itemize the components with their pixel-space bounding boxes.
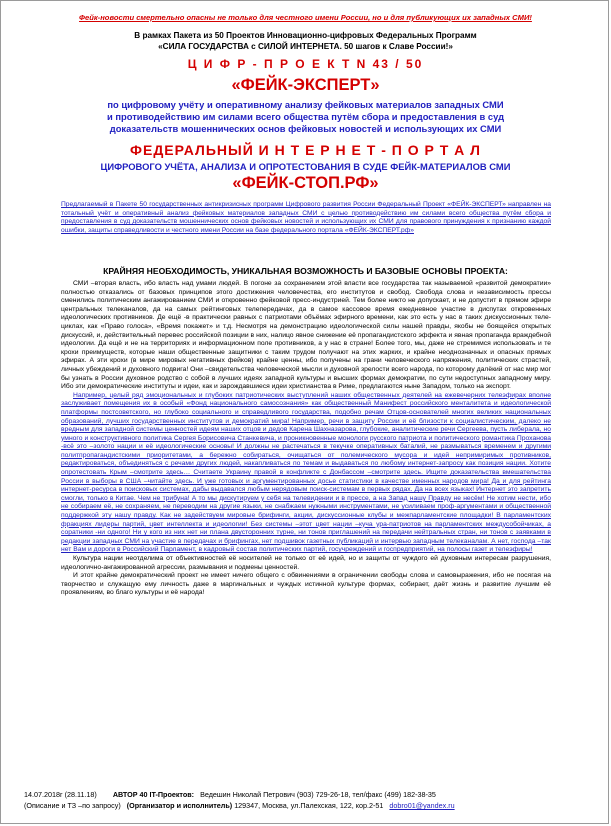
body-paragraph-3: Культура нации неотделима от объективностей её носителей не только от её идей, но и защиты от чуждого ей духовным интересам разрушения, идеологично-ангажированной агрессии, размывания и подмены ценностей. bbox=[61, 555, 551, 571]
body-paragraph-1: СМИ –вторая власть, ибо власть над умами людей. В погоне за сохранением этой власти все государства так называемой «развитой демократии» полностью отказались от базовых принципов этого достижения человечества, его институтов и свобод. Свобода слова и независимость прессы сменились политическим ангажированием СМИ и откровенно фейковой пресс-индустрией. Тем более никто не допускает, и не допустит в прямом эфире центральных телеканалов, да на самых рейтинговых телепередачах, да в самое кассовое время ежедневное участие в диспутах откровенных идеологических противников. Де ещё -в практически равных с патриотами объёмах эфирного времени, как это есть у нас в таких дискуссионных теле-циклах, как «Право голоса», «Время покажет» и т.д. Несмотря на демонстрацию идеологической силы нашей правды, якобы не боящейся открытых дискуссий, и, действительный перевес российской позиции в них, налицо явное снижение её пропагандистского эффекта и явная пропаганда враждебной идеологии. Да ещё и не на территориях и информационном поле противников, а у нас в стране! Более того, мы, даже не стремимся использовать и те крохи преимуществ, которые наши общественные защитники с таким трудом получают на этих жарких, и крайне неоднозначных и опасных прямых эфирах. А эти крохи (в мире мировых негативных фейков) крайне ценны, ибо получены на грани человеческого напряжения, политических страстей, личных убеждений и духовного подвига! Они –свидетельства человеческой мысли и духовной зрелости всего народа, по которому далёкий от нас мир мог бы узнать в России духовное родство с собой в лучших идеях западной культуры и высших формах демократии, по сути недоступных западному миру. Ибо эти демократические институты и идеи, как и зарождавшиеся идеи христианства в Риме, предлагаются ныне Западом, только на экспорт. bbox=[61, 280, 551, 391]
package-line-2: «СИЛА ГОСУДАРСТВА с СИЛОЙ ИНТЕРНЕТА. 50 шагов к Славе России!» bbox=[158, 42, 453, 51]
footer-line-1 bbox=[24, 790, 594, 799]
body-paragraph-2: Например, целый ряд эмоциональных и глубоких патриотических выступлений наших общественных деятелей на ежевечерних телеэфирах вполне заслуживает помещения их в особый «Фонд национального самосознания» как общественный Манифест российского менталитета и идеологической платформы постсоветского, но глубоко социального и справедливого государства, подобно речам Отцов-основателей многих великих национальных образований, лучших государственных институтов и демократий мира! Например, речи в защиту России и её близости к социалистическим, далеко не вредным для западной системы ценностей идеям наших отцов и дедов Карена Шахназарова, глубокие, аналитические речи Сергеева, пусть либерала, но умного и конструктивного политика Сергея Борисовича Станкевича, и проникновенные монологи русского патриота и политического романтика Проханова -всё это –золото нации и её идеологические основы! И должны не растечаться в текучке оперативных баталий, не размываться временем и другими политпропагандистскими приоритетами, а бережно собираться, очищаться от полемического мусора и идей непримиримых противников, редактироваться, объединяться с речами других людей, накапливаться по темам и выдаваться по любому интернет-запросу как позиция нации. Хотите опротестовать Крым –смотрите здесь… Считаете Украину правой в конфликте с Донбассом –смотрите здесь. Ищите доказательства вмешательства России в выборы в США –читайте здесь. И уже готовых и аргументированных досье статистики в качестве именных народов мира! Да и для рейтинга интернет-ресурса в поисковых системах, дабы выдавался любым нерядовым поиск-системам в первых рядах. Да на всех языках! Интернет это запретить смогли, только в Китае. Чем не трибуна! А то мы дискутируем у себя на телевидении и в прессе, а на Запад нашу Правду не несём! Не хотим нести, ибо не собираем её, не сохраняем, не переводим на другие языки, не снабжаем нужными инструментами, не усиливаем проф-аргументами и общественной поддержкой эту нашу правду. Как не задействуем мировые брифинги, акции, дискуссионные клубы и межпарламентские площадки! В парламентских фракциях лидеры партий, цвет интеллекта и идеологии! Без системы –этот цвет нации –куча ура-патриотов на парламентских междусобойчиках, а соратники -ни одного! Ни у кого из них нет ни плана двусторонних турне, ни тонов приглашений на передачи нейтральных стран, ни тонов с заявками в редакции западных СМИ на участие в передачах и брифингах, нет подшивок газетных публикаций и интервью западным телеканалам. А нет, господа –так нет Вам и дороги в Российский Парламент, в кадровый состав политических партий, госучреждений и госпредприятий, на полосы газет и телеэфиры! bbox=[61, 391, 551, 554]
footer-address: 129347, Москва, ул.Палехская, 122, кор.2-51 bbox=[234, 801, 384, 810]
package-line-1: В рамках Пакета из 50 Проектов Инновационно-цифровых Федеральных Программ bbox=[134, 31, 477, 40]
intro-paragraph: Предлагаемый в Пакете 50 государственных антикризисных программ Цифрового развития России Федеральный Проект «ФЕЙК-ЭКСПЕРТ» направлен на тотальный учёт и оперативный анализ фейковых материалов западных СМИ с целью противодействию им силами всего общества путём сбора и предоставления в суд доказательств мошеннических основ фейковых новостей и использующих их СМИ для правового принуждения к признанию каждой ошибки, защиты справедливости и честного имени России на базе федерального портала «ФЕЙК-ЭКСПЕРТ.рф» bbox=[61, 201, 551, 235]
footer-note: (Описание и ТЗ –по запросу) bbox=[24, 801, 121, 810]
portal-name: «ФЕЙК-СТОП.РФ» bbox=[232, 174, 379, 192]
portal-subtitle: ЦИФРОВОГО УЧЁТА, АНАЛИЗА И ОПРОТЕСТОВАНИЯ В СУДЕ ФЕЙК-МАТЕРИАЛОВ СМИ bbox=[100, 161, 511, 172]
section-heading: КРАЙНЯЯ НЕОБХОДИМОСТЬ, УНИКАЛЬНАЯ ВОЗМОЖНОСТЬ И БАЗОВЫЕ ОСНОВЫ ПРОЕКТА: bbox=[103, 266, 508, 276]
body-text bbox=[61, 280, 551, 598]
footer-email-link[interactable]: dobro01@yandex.ru bbox=[389, 801, 455, 810]
footer-line-2 bbox=[24, 801, 594, 810]
footer-date: 14.07.2018г (28.11.18) bbox=[24, 790, 97, 799]
purpose-line-3: доказательств мошеннических основ фейковых новостей и использующих их СМИ bbox=[109, 123, 502, 134]
footer-org-label: (Организатор и исполнитель) bbox=[126, 801, 233, 810]
purpose-line-1: по цифровому учёту и оперативному анализу фейковых материалов западных СМИ bbox=[107, 99, 504, 110]
project-title: «ФЕЙК-ЭКСПЕРТ» bbox=[231, 76, 380, 94]
purpose-line-2: и противодействию им силами всего общества путём сбора и предоставления в суд bbox=[106, 111, 505, 122]
portal-title: ФЕДЕРАЛЬНЫЙ И Н Т Е Р Н Е Т - П О Р Т А Л bbox=[130, 142, 481, 158]
footer-author-label: АВТОР 40 IT-Проектов: bbox=[112, 790, 195, 799]
project-number: Ц И Ф Р - П Р О Е К Т N 43 / 50 bbox=[187, 57, 424, 71]
footer-author: Ведешин Николай Петрович (903) 729-26-18, тел/факс (499) 182-38-35 bbox=[200, 790, 436, 799]
body-paragraph-4: И этот крайне демократический проект не имеет ничего общего с обвинениями в ограничении свободы слова и самовыражения, ибо не посягая на творчество и служащую ему личность даже в маргинальных и чуждых истинной культуре формах, собирает, даёт жизнь и развитие лучшим её проявлениям, во благо культуры и её народа! bbox=[61, 572, 551, 597]
top-warning: Фейк-новости смертельно опасны не только для честного имени России, но и для публикующих их западных СМИ! bbox=[79, 13, 532, 22]
